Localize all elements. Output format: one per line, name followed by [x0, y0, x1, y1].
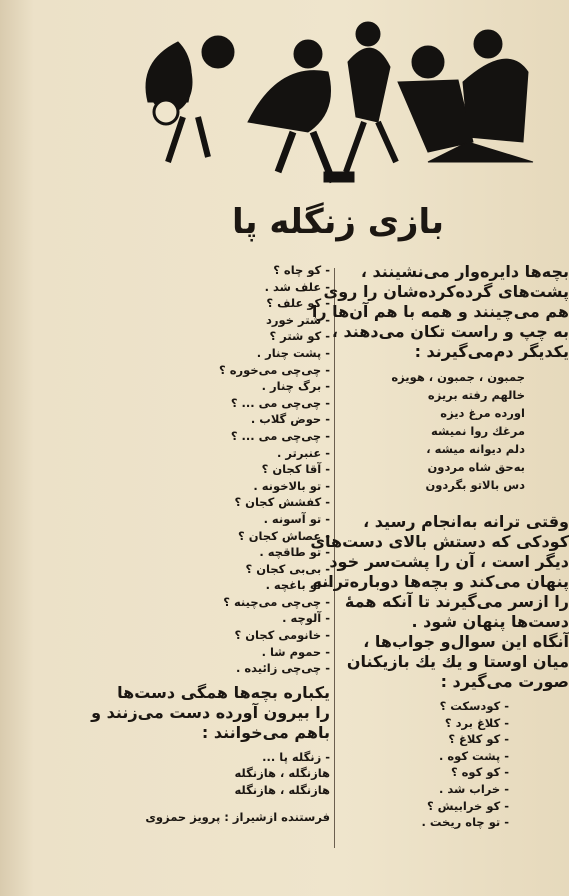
dialogue-list [340, 698, 569, 831]
paragraph-line: پشت‌های گرده‌کرده‌شان را روی [323, 282, 569, 301]
paragraph-line: را بیرون آورده دست می‌زنند و [91, 702, 330, 722]
paragraph-line: وقتی ترانه به‌انجام رسید ، [363, 512, 569, 531]
dialogue-line: - پشت چنار . [256, 345, 330, 360]
paragraph-line: را ازسر می‌گیرند تا آنکه همهٔ [344, 592, 569, 611]
dialogue-line: - حوض گلاب . [250, 412, 330, 427]
verse-line: دلم دیوانه میشه ، [426, 442, 525, 456]
dialogue-line: - کو چاه ؟ [273, 263, 330, 277]
sender-credit: فرستنده ازشیراز : پرویز حمزوی [145, 809, 330, 824]
final-paragraph [340, 632, 569, 692]
paragraph-line: پنهان می‌کند و بچه‌ها دوباره‌ترانه [312, 572, 569, 591]
paragraph-line: به چپ و راست تکان می‌دهند ، [331, 322, 569, 341]
dialogue-list [80, 262, 330, 677]
paragraph-line: صورت می‌گیرد : [440, 672, 569, 691]
verse-line: به‌حق شاه مردون [427, 460, 525, 474]
dialogue-line: - تو چاه ریخت . [421, 815, 509, 830]
chant-line: هازنگله ، هازنگله [234, 783, 330, 798]
dialogue-line: - چی‌چی می ... ؟ [230, 428, 330, 443]
verse-line: دس بالاتو بگردون [425, 478, 525, 492]
dialogue-line: - کو شتر ؟ [269, 329, 330, 344]
dialogue-line: - تو باغچه . [265, 578, 330, 593]
chant [80, 749, 330, 799]
dialogue-line: - آقا کجان ؟ [261, 462, 330, 477]
dialogue-line: - پشت کوه . [438, 748, 509, 763]
paragraph-line: آنگاه این سوال‌و جواب‌ها ، [363, 632, 569, 651]
dancing-figures-illustration [128, 22, 538, 194]
dialogue-line: - کلاغ برد ؟ [444, 715, 509, 730]
left-column [80, 262, 330, 825]
dialogue-line: - خانومی کجان ؟ [234, 628, 330, 643]
verse-line: مرغك روا نمیشه [431, 424, 525, 438]
dialogue-line: - حموم شا . [261, 644, 330, 659]
paragraph-line: یکباره بچه‌ها همگی دست‌ها [117, 682, 330, 702]
paragraph-line: بچه‌ها دایره‌وار می‌نشینند ، [360, 262, 569, 281]
middle-paragraph [310, 512, 569, 632]
dialogue-line: - کودسکت ؟ [439, 699, 509, 713]
dialogue-line: - کو کلاغ ؟ [448, 732, 509, 747]
paragraph-line: کودکی که دستش بالای دست‌های [310, 532, 569, 551]
paragraph-line: دست‌ها پنهان شود . [411, 612, 569, 631]
paragraph-line: دیگر است ، آن را پشت‌سر خود [329, 552, 569, 571]
verse-line: خالهم رفته بریزه [427, 388, 525, 402]
dialogue-line: - تو آسونه . [263, 511, 330, 526]
paragraph-line: یکدیگر دم‌می‌گیرند : [414, 342, 569, 361]
paragraph-line: میان اوستا و یك یك بازیکنان [346, 652, 569, 671]
dialogue-line: - کو علف ؟ [266, 296, 330, 311]
dialogue-line: - علف شد . [264, 279, 330, 294]
dialogue-line: - تو بالاخونه . [253, 478, 330, 493]
dialogue-line: - آلوچه . [282, 611, 330, 626]
dialogue-line: - برگ چنار . [261, 379, 330, 394]
dialogue-line: - چی‌چی می‌چینه ؟ [223, 594, 330, 609]
dialogue-line: - کو خرابیش ؟ [426, 798, 509, 813]
right-column [310, 262, 569, 831]
dialogue-line: - بی‌بی کجان ؟ [245, 561, 330, 576]
dialogue-line: - کو کوه ؟ [450, 765, 509, 780]
paragraph-line: باهم می‌خوانند : [201, 722, 330, 742]
chant-line: هازنگله ، هازنگله [234, 766, 330, 781]
paragraph-line: هم می‌چینند و همه با هم آن‌ها را [311, 302, 569, 321]
chant-line: - زنگله پا ... [262, 749, 330, 764]
closing-paragraph [80, 683, 330, 743]
dialogue-line: - چی‌چی می ... ؟ [230, 395, 330, 410]
verse-line: جمبون ، جمبون ، هویزه [391, 370, 525, 384]
dialogue-line: - خراب شد . [438, 781, 509, 796]
intro-paragraph [311, 262, 569, 362]
dialogue-line: - چی‌چی زائیده . [235, 661, 330, 676]
song-verse [340, 368, 569, 494]
dialogue-line: - چی‌چی می‌خوره ؟ [219, 362, 330, 377]
dialogue-line: - کفشش کجان ؟ [234, 495, 330, 510]
dialogue-line: - عصاش کجان ؟ [238, 528, 330, 543]
article-title: بازی زنگله پا [231, 202, 445, 242]
verse-line: اورده مرغ دیزه [440, 406, 525, 420]
dialogue-line: - عنبرتر . [276, 445, 330, 460]
dialogue-line: - شتر خورد [266, 312, 330, 327]
dialogue-line: - تو طاقچه . [259, 545, 330, 560]
